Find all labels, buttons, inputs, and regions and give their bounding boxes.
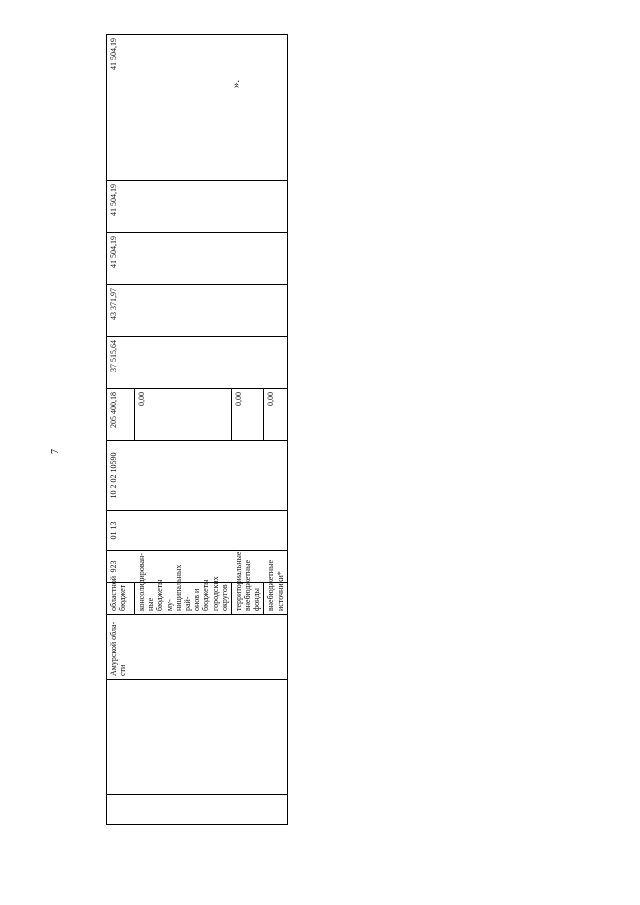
budget-table <box>106 34 288 825</box>
budget-label: внебюджетные источники* <box>264 583 288 615</box>
budget-label: территориальные внебюджетные фонды <box>231 583 264 615</box>
grbs-cell: 923 <box>107 551 288 583</box>
csr-cell: 10 2 02 10590 <box>107 441 288 511</box>
page-number: 7 <box>50 449 61 454</box>
total-cell: 0,00 <box>264 389 288 441</box>
total-cell: 0,00 <box>135 389 232 441</box>
total-cell: 205 400,18 <box>107 389 135 441</box>
budget-label: консолидирован-ные бюджеты му-ниципальных рай-онов и бюджеты городских округов <box>135 583 232 615</box>
year-cell-1: 37 515,64 <box>107 337 288 389</box>
budget-label: областной бюджет <box>107 583 135 615</box>
region-cell: Амурской обла-сти <box>107 615 288 680</box>
budget-table-wrapper <box>106 38 285 825</box>
year-cell-2: 43 371,97 <box>107 285 288 337</box>
year-cell-5: 41 504,19 <box>107 35 288 181</box>
empty-cell-left <box>107 795 288 825</box>
closing-quote-mark: ». <box>230 79 243 89</box>
total-cell: 0,00 <box>231 389 264 441</box>
year-cell-4: 41 504,19 <box>107 181 288 233</box>
rzpr-cell: 01 13 <box>107 511 288 551</box>
year-cell-3: 41 504,19 <box>107 233 288 285</box>
empty-cell <box>107 680 288 795</box>
